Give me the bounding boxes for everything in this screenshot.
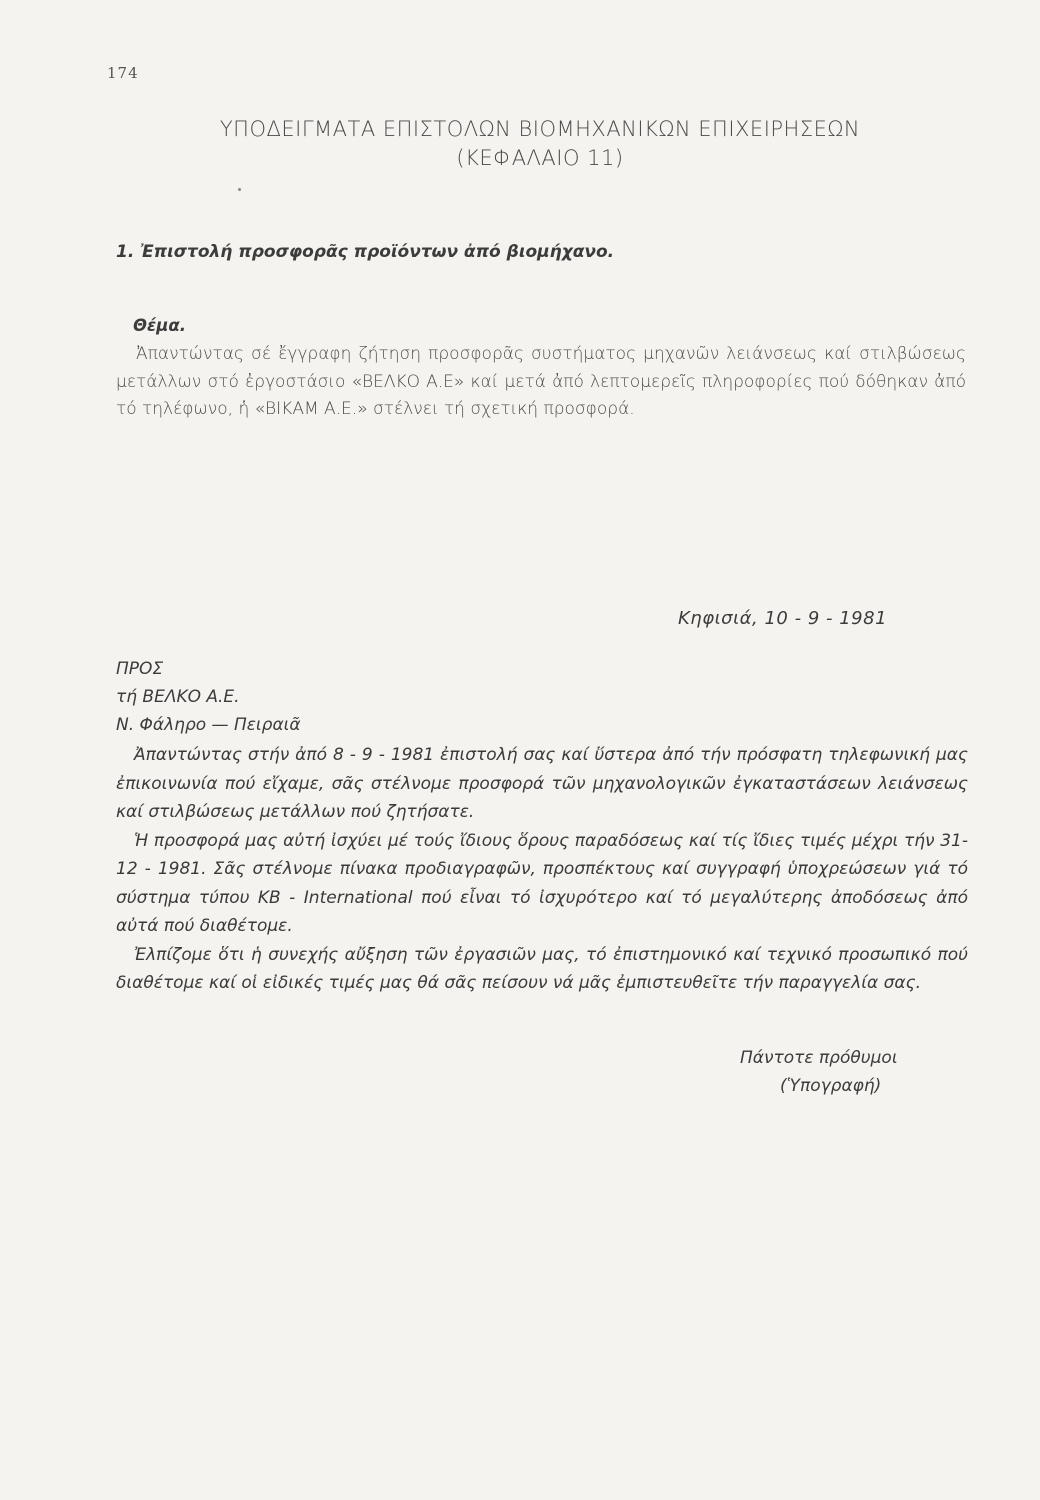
address-line: τή ΒΕΛΚΟ Α.Ε. [116,687,240,707]
page-number: 174 [107,64,139,82]
letter-date: Κηφισιά, 10 - 9 - 1981 [678,608,888,629]
letter-body [116,741,968,998]
chapter-subtitle: (ΚΕΦΑΛΑΙΟ 11) [456,146,624,170]
subject-label: Θέμα. [133,316,186,335]
chapter-title: ΥΠΟΔΕΙΓΜΑΤΑ ΕΠΙΣΤΟΛΩΝ ΒΙΟΜΗΧΑΝΙΚΩΝ ΕΠΙΧΕΙΡΗΣΕΩΝ [219,117,861,141]
letter-paragraph: Ἐλπίζομε ὅτι ἡ συνεχής αὔξηση τῶν ἐργασιῶν μας, τό ἐπιστημονικό καί τεχνικό προσωπικό πού διαθέτομε καί οἱ εἰδικές τιμές μας θά σᾶς πείσουν νά μᾶς ἐμπιστευθεῖτε τήν παραγγελία σας. [116,944,968,993]
closing-phrase: Πάντοτε πρόθυμοι [740,1048,898,1068]
print-speck [238,188,241,191]
letter-closing [740,1044,898,1100]
letter-paragraph: Ἀπαντώντας στήν ἀπό 8 - 9 - 1981 ἐπιστολή σας καί ὕστερα ἀπό τήν πρόσφατη τηλεφωνική μας ἐπικοινωνία πού εἴχαμε, σᾶς στέλνομε προσφορά τῶν μηχανολογικῶν ἐγκαταστάσεων λειάνσεως καί στιλβώσεως μετάλλων πού ζητήσατε. [116,745,968,822]
address-line: ΠΡΟΣ [116,659,164,679]
section-heading: 1. Ἐπιστολή προσφορᾶς προϊόντων ἀπό βιομήχανο. [116,242,615,262]
letter-paragraph: Ἡ προσφορά μας αὐτή ἰσχύει μέ τούς ἴδιους ὅρους παραδόσεως καί τίς ἴδιες τιμές μέχρι τήν 31- 12 - 1981. Σᾶς στέλνομε πίνακα προδιαγραφῶν, προσπέκτους καί συγγραφή ὑποχρεώσεων γιά τό σύστημα τύπου ΚΒ - International πού εἶναι τό ἰσχυρότερο καί τό μεγαλύτερης ἀποδόσεως ἀπό αὐτά πού διαθέτομε. [116,830,968,936]
signature-placeholder: (Ὑπογραφή) [780,1076,882,1096]
subject-body: Ἀπαντώντας σέ ἔγγραφη ζήτηση προσφορᾶς συστήματος μηχανῶν λειάνσεως καί στιλβώσεως μετάλλων στό ἐργοστάσιο «ΒΕΛΚΟ Α.Ε» καί μετά ἀπό λεπτομερεῖς πληροφορίες πού δόθηκαν ἀπό τό τηλέφωνο, ἡ «ΒΙΚΑΜ Α.Ε.» στέλνει τή σχετική προσφορά. [116,344,966,419]
address-line: Ν. Φάληρο — Πειραιᾶ [116,715,301,735]
recipient-address [116,655,301,739]
